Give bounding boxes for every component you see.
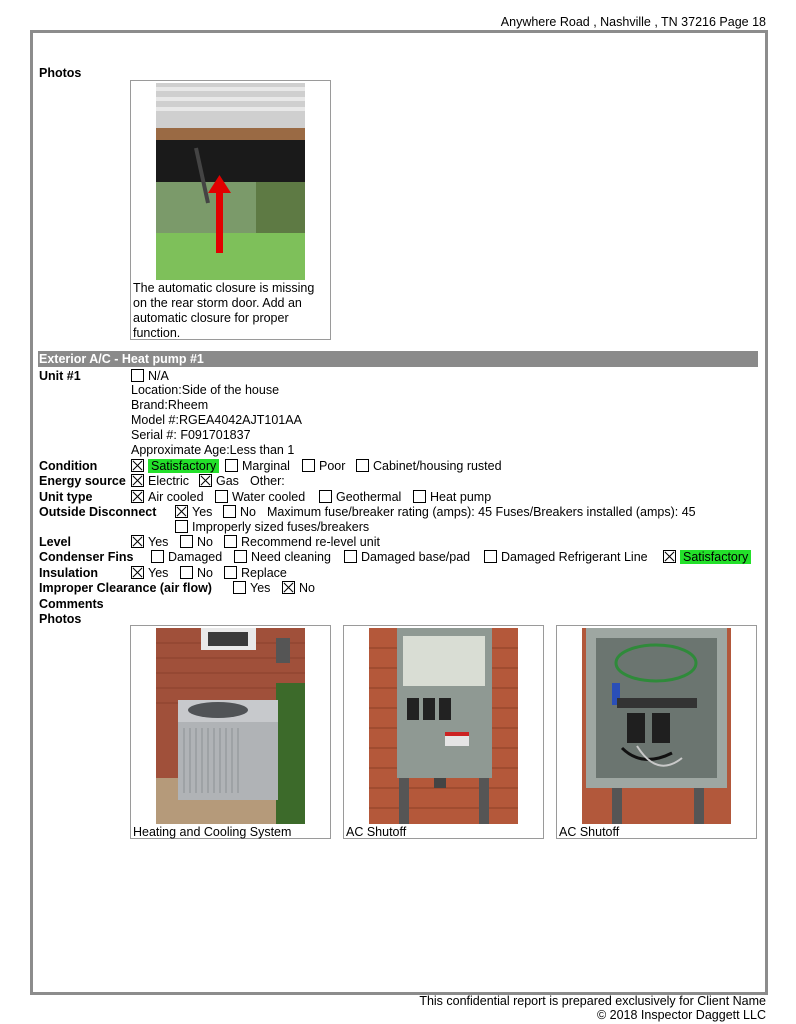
condition-option-satisfactory[interactable] xyxy=(131,458,219,473)
unit-na-label: N/A xyxy=(148,368,169,383)
fins-refrigerant-checkbox[interactable] xyxy=(484,550,497,563)
unit-label: Unit #1 xyxy=(39,369,81,383)
disconnect-no-label: No xyxy=(240,504,256,519)
insulation-yes-checkbox[interactable] xyxy=(131,566,144,579)
ac-shutoff-open-photo xyxy=(582,628,731,824)
energy-option-gas[interactable] xyxy=(199,473,239,488)
unit-age: Approximate Age:Less than 1 xyxy=(131,443,295,457)
energy-gas-label: Gas xyxy=(216,473,239,488)
disconnect-option-yes[interactable] xyxy=(175,504,212,519)
unit-type-option-air[interactable] xyxy=(131,489,204,504)
insulation-no-checkbox[interactable] xyxy=(180,566,193,579)
clearance-option-no[interactable] xyxy=(282,580,315,595)
fins-option-refrigerant[interactable] xyxy=(484,549,648,564)
comments-label: Comments xyxy=(39,597,104,611)
disconnect-no-checkbox[interactable] xyxy=(223,505,236,518)
level-relevel-checkbox[interactable] xyxy=(224,535,237,548)
fins-damaged-label: Damaged xyxy=(168,549,223,564)
footer-confidential-notice: This confidential report is prepared exclusively for Client Name xyxy=(419,994,766,1008)
outside-disconnect-label: Outside Disconnect xyxy=(39,505,157,519)
storm-door-caption: The automatic closure is missing on the rear storm door. Add an automatic closure for proper function. xyxy=(133,281,315,340)
level-yes-label: Yes xyxy=(148,534,169,549)
disconnect-improper-label: Improperly sized fuses/breakers xyxy=(192,519,370,534)
section-title-bar: Exterior A/C - Heat pump #1 xyxy=(38,351,758,367)
insulation-option-replace[interactable] xyxy=(224,565,287,580)
condition-poor-label: Poor xyxy=(319,458,346,473)
ac-shutoff-open-caption: AC Shutoff xyxy=(559,825,620,839)
clearance-yes-checkbox[interactable] xyxy=(233,581,246,594)
photo-card-ac-unit xyxy=(130,625,331,839)
energy-source-label: Energy source xyxy=(39,474,126,488)
level-option-relevel[interactable] xyxy=(224,534,380,549)
unit-type-water-label: Water cooled xyxy=(232,489,306,504)
fins-cleaning-checkbox[interactable] xyxy=(234,550,247,563)
condition-satisfactory-checkbox[interactable] xyxy=(131,459,144,472)
disconnect-fuse-details: Maximum fuse/breaker rating (amps): 45 Fuses/Breakers installed (amps): 45 xyxy=(267,505,696,519)
ac-shutoff-closed-caption: AC Shutoff xyxy=(346,825,407,839)
unit-location: Location:Side of the house xyxy=(131,383,280,397)
fins-option-satisfactory[interactable] xyxy=(663,549,751,564)
fins-satisfactory-checkbox[interactable] xyxy=(663,550,676,563)
unit-type-option-water[interactable] xyxy=(215,489,305,504)
insulation-yes-label: Yes xyxy=(148,565,169,580)
fins-base-label: Damaged base/pad xyxy=(361,549,471,564)
disconnect-yes-checkbox[interactable] xyxy=(175,505,188,518)
unit-type-heatpump-checkbox[interactable] xyxy=(413,490,426,503)
energy-gas-checkbox[interactable] xyxy=(199,474,212,487)
clearance-yes-label: Yes xyxy=(250,580,271,595)
clearance-no-checkbox[interactable] xyxy=(282,581,295,594)
fins-satisfactory-label: Satisfactory xyxy=(680,550,751,564)
level-relevel-label: Recommend re-level unit xyxy=(241,534,380,549)
condition-marginal-label: Marginal xyxy=(242,458,290,473)
photo-card-storm-door xyxy=(130,80,331,340)
footer-copyright: © 2018 Inspector Daggett LLC xyxy=(596,1008,766,1022)
disconnect-option-improper[interactable] xyxy=(175,519,369,534)
condition-rusted-checkbox[interactable] xyxy=(356,459,369,472)
unit-type-air-label: Air cooled xyxy=(148,489,204,504)
energy-option-electric[interactable] xyxy=(131,473,189,488)
unit-type-label: Unit type xyxy=(39,490,93,504)
insulation-label: Insulation xyxy=(39,566,99,580)
fins-base-checkbox[interactable] xyxy=(344,550,357,563)
unit-type-option-heatpump[interactable] xyxy=(413,489,491,504)
condition-label: Condition xyxy=(39,459,98,473)
insulation-option-yes[interactable] xyxy=(131,565,168,580)
condition-marginal-checkbox[interactable] xyxy=(225,459,238,472)
report-header-address: Anywhere Road , Nashville , TN 37216 Page 18 xyxy=(500,15,766,29)
insulation-no-label: No xyxy=(197,565,213,580)
unit-brand: Brand:Rheem xyxy=(131,398,209,412)
insulation-replace-checkbox[interactable] xyxy=(224,566,237,579)
condition-option-rusted[interactable] xyxy=(356,458,502,473)
insulation-option-no[interactable] xyxy=(180,565,213,580)
condition-option-poor[interactable] xyxy=(302,458,345,473)
clearance-no-label: No xyxy=(299,580,315,595)
energy-electric-checkbox[interactable] xyxy=(131,474,144,487)
level-label: Level xyxy=(39,535,71,549)
unit-na-checkbox[interactable] xyxy=(131,369,144,382)
fins-option-base[interactable] xyxy=(344,549,470,564)
unit-type-geothermal-label: Geothermal xyxy=(336,489,402,504)
energy-other-label: Other: xyxy=(250,474,285,488)
fins-refrigerant-label: Damaged Refrigerant Line xyxy=(501,549,648,564)
level-no-checkbox[interactable] xyxy=(180,535,193,548)
level-no-label: No xyxy=(197,534,213,549)
disconnect-option-no[interactable] xyxy=(223,504,256,519)
energy-electric-label: Electric xyxy=(148,473,189,488)
unit-type-air-checkbox[interactable] xyxy=(131,490,144,503)
clearance-option-yes[interactable] xyxy=(233,580,270,595)
level-yes-checkbox[interactable] xyxy=(131,535,144,548)
photos-label: Photos xyxy=(39,612,82,626)
unit-serial: Serial #: F091701837 xyxy=(131,428,251,442)
clearance-label: Improper Clearance (air flow) xyxy=(39,581,212,595)
photo-card-ac-shutoff-open xyxy=(556,625,757,839)
ac-shutoff-closed-photo xyxy=(369,628,518,824)
unit-type-heatpump-label: Heat pump xyxy=(430,489,492,504)
ac-unit-photo xyxy=(156,628,305,824)
fins-option-cleaning[interactable] xyxy=(234,549,331,564)
ac-unit-caption: Heating and Cooling System xyxy=(133,825,292,839)
fins-cleaning-label: Need cleaning xyxy=(251,549,331,564)
unit-type-option-geothermal[interactable] xyxy=(319,489,401,504)
photos-label-top: Photos xyxy=(39,66,82,80)
condition-satisfactory-label: Satisfactory xyxy=(148,459,219,473)
fins-option-damaged[interactable] xyxy=(151,549,222,564)
insulation-replace-label: Replace xyxy=(241,565,287,580)
condition-rusted-label: Cabinet/housing rusted xyxy=(373,458,502,473)
level-option-no[interactable] xyxy=(180,534,213,549)
disconnect-improper-checkbox[interactable] xyxy=(175,520,188,533)
unit-type-geothermal-checkbox[interactable] xyxy=(319,490,332,503)
disconnect-yes-label: Yes xyxy=(192,504,213,519)
unit-model: Model #:RGEA4042AJT101AA xyxy=(131,413,302,427)
condition-poor-checkbox[interactable] xyxy=(302,459,315,472)
photo-card-ac-shutoff-closed xyxy=(343,625,544,839)
level-option-yes[interactable] xyxy=(131,534,168,549)
condition-option-marginal[interactable] xyxy=(225,458,290,473)
unit-type-water-checkbox[interactable] xyxy=(215,490,228,503)
condenser-fins-label: Condenser Fins xyxy=(39,550,134,564)
storm-door-photo xyxy=(156,83,305,280)
fins-damaged-checkbox[interactable] xyxy=(151,550,164,563)
unit-na-option[interactable] xyxy=(131,368,169,383)
